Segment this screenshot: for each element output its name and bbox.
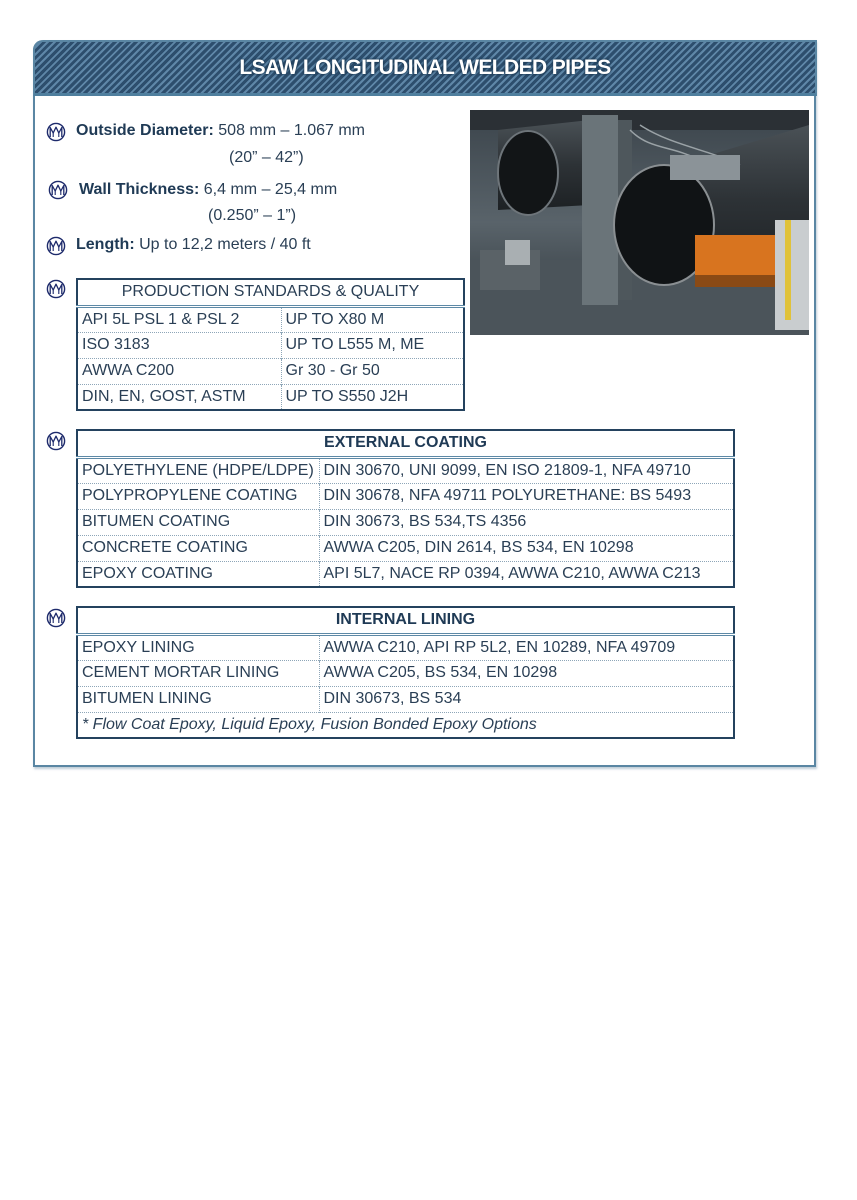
table-header-row [77, 279, 464, 306]
table-row [77, 384, 464, 410]
table-row [77, 561, 734, 587]
table-row [77, 358, 464, 384]
table-header-row [77, 430, 734, 457]
lining-standard-cell: AWWA C205, BS 534, EN 10298 [319, 660, 734, 686]
lining-type-cell: EPOXY LINING [77, 634, 319, 660]
mm-logo-icon [46, 236, 66, 256]
mm-logo-icon [46, 608, 66, 628]
title-banner [33, 40, 817, 96]
table-row [77, 535, 734, 561]
table-row [77, 509, 734, 535]
mm-logo-icon [48, 180, 68, 200]
outside-diameter [76, 122, 365, 140]
coating-standard-cell: DIN 30673, BS 534,TS 4356 [319, 509, 734, 535]
coating-type-cell: POLYETHYLENE (HDPE/LDPE) [77, 457, 319, 483]
lining-standard-cell: AWWA C210, API RP 5L2, EN 10289, NFA 49709 [319, 634, 734, 660]
mm-logo-icon [46, 122, 66, 142]
internal-lining-table [76, 606, 735, 739]
table-note-row [77, 712, 734, 738]
grade-cell: UP TO S550 J2H [281, 384, 464, 410]
standard-cell: ISO 3183 [77, 332, 281, 358]
table-row [77, 483, 734, 509]
length [76, 236, 311, 254]
lining-type-cell: BITUMEN LINING [77, 686, 319, 712]
outside-diameter-label: Outside Diameter: [76, 122, 214, 139]
standard-cell: AWWA C200 [77, 358, 281, 384]
table-header-row [77, 607, 734, 634]
standard-cell: API 5L PSL 1 & PSL 2 [77, 306, 281, 332]
coating-type-cell: CONCRETE COATING [77, 535, 319, 561]
standard-cell: DIN, EN, GOST, ASTM [77, 384, 281, 410]
coating-standard-cell: DIN 30678, NFA 49711 POLYURETHANE: BS 5493 [319, 483, 734, 509]
mm-logo-icon [46, 279, 66, 299]
table-row [77, 306, 464, 332]
wall-thickness [79, 181, 337, 199]
production-standards-table [76, 278, 465, 411]
grade-cell: Gr 30 - Gr 50 [281, 358, 464, 384]
coating-standard-cell: DIN 30670, UNI 9099, EN ISO 21809-1, NFA 49710 [319, 457, 734, 483]
coating-type-cell: BITUMEN COATING [77, 509, 319, 535]
table-row [77, 686, 734, 712]
pipe-factory-photo [470, 110, 809, 335]
mm-logo-icon [46, 431, 66, 451]
grade-cell: UP TO L555 M, ME [281, 332, 464, 358]
page-title: LSAW LONGITUDINAL WELDED PIPES [239, 55, 611, 79]
wall-thickness-label: Wall Thickness: [79, 181, 200, 198]
grade-cell: UP TO X80 M [281, 306, 464, 332]
table-row [77, 332, 464, 358]
length-value: Up to 12,2 meters / 40 ft [139, 236, 311, 253]
outside-diameter-inches: (20” – 42”) [229, 149, 304, 166]
table-row [77, 457, 734, 483]
internal-lining-header: INTERNAL LINING [77, 607, 734, 634]
table-row [77, 660, 734, 686]
wall-thickness-inches: (0.250” – 1”) [208, 207, 297, 224]
production-standards-header: PRODUCTION STANDARDS & QUALITY [77, 279, 464, 306]
wall-thickness-value: 6,4 mm – 25,4 mm [203, 181, 338, 198]
coating-type-cell: POLYPROPYLENE COATING [77, 483, 319, 509]
external-coating-table [76, 429, 735, 588]
length-label: Length: [76, 236, 135, 253]
external-coating-header: EXTERNAL COATING [77, 430, 734, 457]
coating-type-cell: EPOXY COATING [77, 561, 319, 587]
outside-diameter-value: 508 mm – 1.067 mm [218, 122, 365, 139]
coating-standard-cell: API 5L7, NACE RP 0394, AWWA C210, AWWA C213 [319, 561, 734, 587]
table-row [77, 634, 734, 660]
coating-standard-cell: AWWA C205, DIN 2614, BS 534, EN 10298 [319, 535, 734, 561]
lining-type-cell: CEMENT MORTAR LINING [77, 660, 319, 686]
lining-note: * Flow Coat Epoxy, Liquid Epoxy, Fusion Bonded Epoxy Options [77, 712, 734, 738]
lining-standard-cell: DIN 30673, BS 534 [319, 686, 734, 712]
